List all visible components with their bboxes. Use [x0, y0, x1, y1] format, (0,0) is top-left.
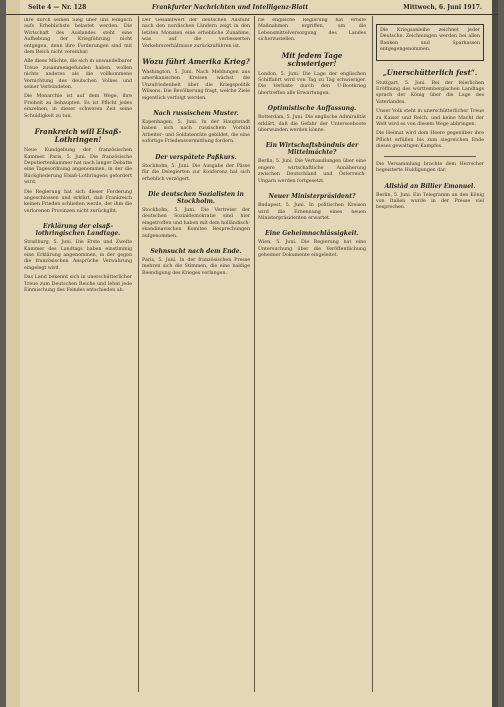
article-text: Rotterdam, 5. Juni. Die englische Admiralität erklärt, daß die Gefahr der Unterseeboote überwunden werden könne.	[258, 115, 366, 134]
article-text: Budapest, 5. Juni. In politischen Kreisen wird die Ernennung eines neuen Ministerpräsidenten erwartet.	[258, 203, 366, 221]
column-1	[24, 18, 132, 688]
subheadline: Optimistische Auffassung.	[267, 105, 357, 113]
column-rule	[138, 16, 139, 692]
article-text: Stockholm, 5. Juni. Die Vertreter der deutschen Sozialdemokratie sind hier eingetroffen und haben mit dem holländisch-skandinavischen Komitee Besprechungen aufgenommen.	[142, 207, 250, 239]
issue-date: Mittwoch, 6. Juni 1917.	[403, 4, 482, 11]
article-text: Die Heimat wird dem Heere gegenüber ihre Pflicht erfüllen bis zum siegreichen Ende dieses gewaltigen Kampfes.	[376, 131, 484, 150]
headline: Mit jedem Tage schwieriger!	[281, 50, 343, 68]
page-number: Seite 4 — Nr. 128	[28, 4, 87, 11]
article-text: Paris, 5. Juni. In der französischen Presse mehren sich die Stimmen, die eine baldige Beendigung des Krieges verlangen.	[142, 257, 250, 276]
subheadline: Sehnsucht nach dem Ende.	[150, 247, 242, 255]
article-text: Stuttgart, 5. Juni. Bei der feierlichen Eröffnung des württembergischen Landtags sprach der König über die Lage des Vaterlandes.	[376, 80, 484, 105]
article-text: Straßburg, 5. Juni. Die Erste und Zweite Kammer des Landtags haben einstimmig eine Erklärung angenommen, in der gegen die französischen Ansprüche Verwahrung eingelegt wird.	[24, 240, 132, 271]
article-text: Kopenhagen, 5. Juni. In der Hauptstadt haben sich nach russischem Vorbild Arbeiter- und Soldatenräte gebildet, die eine sofortige Friedensvermittlung fordern.	[142, 120, 250, 145]
subheadline: Der verspätete Paßkurs.	[155, 153, 237, 161]
article-text: Berlin, 5. Juni. Die Verhandlungen über eine engere wirtschaftliche Annäherung zwischen Deutschland und Österreich-Ungarn werden fortgesetzt.	[258, 159, 366, 184]
newspaper-title: Frankfurter Nachrichten und Intelligenz-Blatt	[152, 4, 309, 11]
subheadline: Erklärung der elsaß-lothringischen Landtage.	[35, 223, 121, 238]
article-text: Der Gesamtwert der deutschen Ausfuhr nach den nordischen Ländern zeigt in den letzten Monaten eine erhebliche Zunahme, was auf die verbesserten Verkehrsverhältnisse zurückzuführen ist.	[142, 18, 250, 49]
article-text: Alle diese Mächte, die sich in unwandelbarer Treue zusammengefunden haben, wollen nichts anderes als die vollkommene Vernichtung des deutschen Volkes und seiner Verbündeten.	[24, 59, 132, 91]
article-text: ihre durch seinen Sieg über uns lediglich aufs Erheblichste belastet werden. Die Wirtschaft des Auslandes steht eine Aufhebung der Kriegführung nicht entgegen, denn ihre Forderungen sind mit dem Reich nicht vereinbar.	[24, 18, 132, 56]
article-text: Unser Volk steht in unerschütterlicher Treue zu Kaiser und Reich, und keine Macht der Welt wird es von diesem Wege abbringen.	[376, 109, 484, 128]
subheadline: Eine Geheimnachlässigkeit.	[265, 230, 359, 238]
headline: Frankreich will Elsaß-Lothringen!	[34, 127, 122, 145]
headline: Wozu führt Amerika Krieg?	[142, 57, 250, 67]
article-text: Das Land bekennt sich in unerschütterlicher Treue zum Deutschen Reiche und lehnt jede Einmischung des Feindes entschieden ab.	[24, 275, 132, 293]
notice-text: Die Kriegsanleihe zeichnet jeder Deutsche. Zeichnungen werden bei allen Banken und Sparkassen entgegengenommen.	[380, 28, 480, 53]
page-edge	[6, 0, 20, 707]
subheadline: Allstäd an Billier Emanuel.	[384, 182, 476, 190]
column-rule	[372, 16, 373, 692]
section-divider	[384, 156, 476, 157]
subheadline: Neuer Ministerpräsident?	[268, 193, 356, 201]
subheadline: Die deutschen Sozialisten in Stockholm.	[148, 190, 244, 205]
column-2	[142, 18, 250, 688]
article-text: Berlin, 5. Juni. Ein Telegramm an den König von Italien wurde in der Presse viel besprochen.	[376, 192, 484, 211]
article-text: Die Regierung hat sich dieser Forderung angeschlossen und erklärt, daß Frankreich keinen Frieden schließen werde, der ihm die verlorenen Provinzen nicht zurückgibt.	[24, 189, 132, 214]
boxed-notice	[376, 24, 484, 61]
subheadline: Nach russischem Muster.	[153, 110, 239, 118]
subheadline: Ein Wirtschaftsbündnis der Mittelmächte?	[265, 142, 359, 157]
article-text: rie englische Regierung hat ernste Maßnahmen ergriffen, um die Lebensmittelversorgung des Landes sicherzustellen.	[258, 18, 366, 43]
article-text: London, 5. Juni. Die Lage der englischen Schiffahrt wird von Tag zu Tag schwieriger. Die Verluste durch den U-Bootkrieg übertreffen alle Erwartungen.	[258, 71, 366, 96]
article-text: Die Versammlung brachte dem Herrscher begeisterte Huldigungen dar.	[376, 161, 484, 174]
page-shadow	[492, 0, 498, 707]
article-text: Stockholm, 5. Juni. Die Ausgabe der Pässe für die Delegierten zur Konferenz hat sich erheblich verzögert.	[142, 163, 250, 182]
article-text: Die Monarchie ist auf dem Wege, ihre Freiheit zu behaupten. Es ist Pflicht jedes einzelnen, in dieser schweren Zeit seine Schuldigkeit zu tun.	[24, 94, 132, 119]
column-3	[258, 18, 366, 688]
newspaper-page	[6, 0, 498, 707]
page-header	[6, 2, 498, 15]
column-rule	[254, 16, 255, 692]
article-text: Neue Kundgebung der französischen Kammer. Paris, 5. Juni. Die französische Deputiertenkammer hat nach langer Debatte eine Tagesordnung angenommen, in der die Rückgliederung Elsaß-Lothringens gefordert wird.	[24, 148, 132, 186]
article-text: Washington, 5. Juni. Nach Meldungen aus amerikanischen Kreisen wächst die Unzufriedenheit über die Kriegspolitik Wilsons. Die Bevölkerung fragt, welche Ziele eigentlich verfolgt werden.	[142, 70, 250, 101]
article-text: Wien, 5. Juni. Die Regierung hat eine Untersuchung über die Veröffentlichung geheimer Dokumente eingeleitet.	[258, 240, 366, 259]
headline: „Unerschütterlich fest“.	[382, 67, 478, 77]
column-4	[376, 18, 484, 688]
